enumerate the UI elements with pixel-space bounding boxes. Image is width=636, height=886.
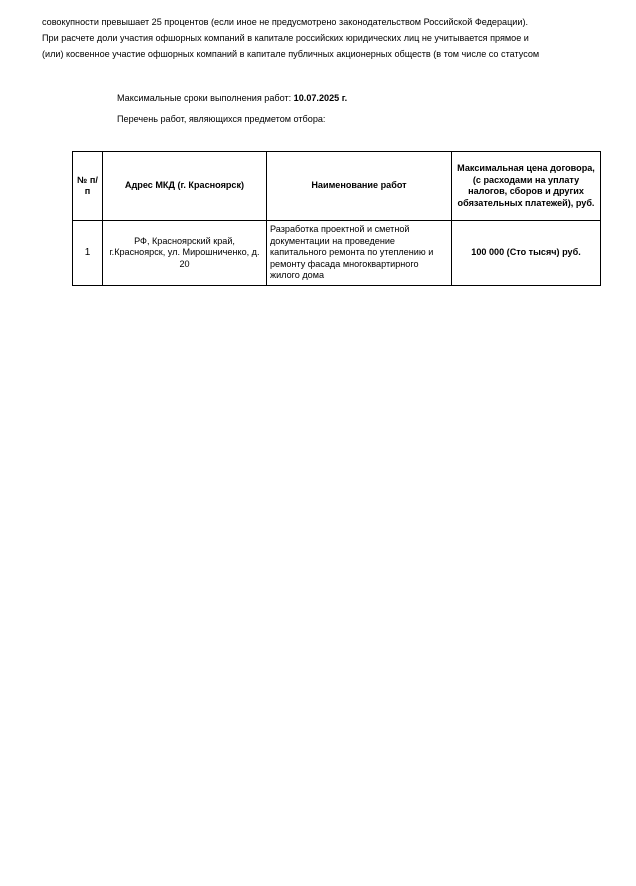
table-row [73,221,601,286]
header-num: № п/п [73,152,103,221]
header-max-price: Максимальная цена договора, (с расходами на уплату налогов, сборов и других обязательных платежей), руб. [452,152,601,221]
cell-max-price: 100 000 (Сто тысяч) руб. [452,221,601,286]
deadline-text [117,90,347,106]
deadline-label: Максимальные сроки выполнения работ: [117,93,294,103]
cell-address: РФ, Красноярский край, г.Красноярск, ул. Мирошниченко, д. 20 [103,221,267,286]
table-header-row [73,152,601,221]
cell-num: 1 [73,221,103,286]
header-address: Адрес МКД (г. Красноярск) [103,152,267,221]
intro-line: При расчете доли участия офшорных компаний в капитале российских юридических лиц не учитывается прямое и [42,33,529,43]
intro-line: (или) косвенное участие офшорных компаний в капитале публичных акционерных обществ (в том числе со статусом [42,49,540,59]
works-intro-text: Перечень работ, являющихся предметом отбора: [117,114,326,124]
intro-paragraph [42,14,602,62]
cell-work-name: Разработка проектной и сметной документации на проведение капитального ремонта по утеплению и ремонту фасада многоквартирного жилого дома [267,221,452,286]
header-work-name: Наименование работ [267,152,452,221]
works-table [72,151,601,286]
intro-line: совокупности превышает 25 процентов (если иное не предусмотрено законодательством Российской Федерации). [42,17,529,27]
deadline-date: 10.07.2025 г. [293,93,348,103]
